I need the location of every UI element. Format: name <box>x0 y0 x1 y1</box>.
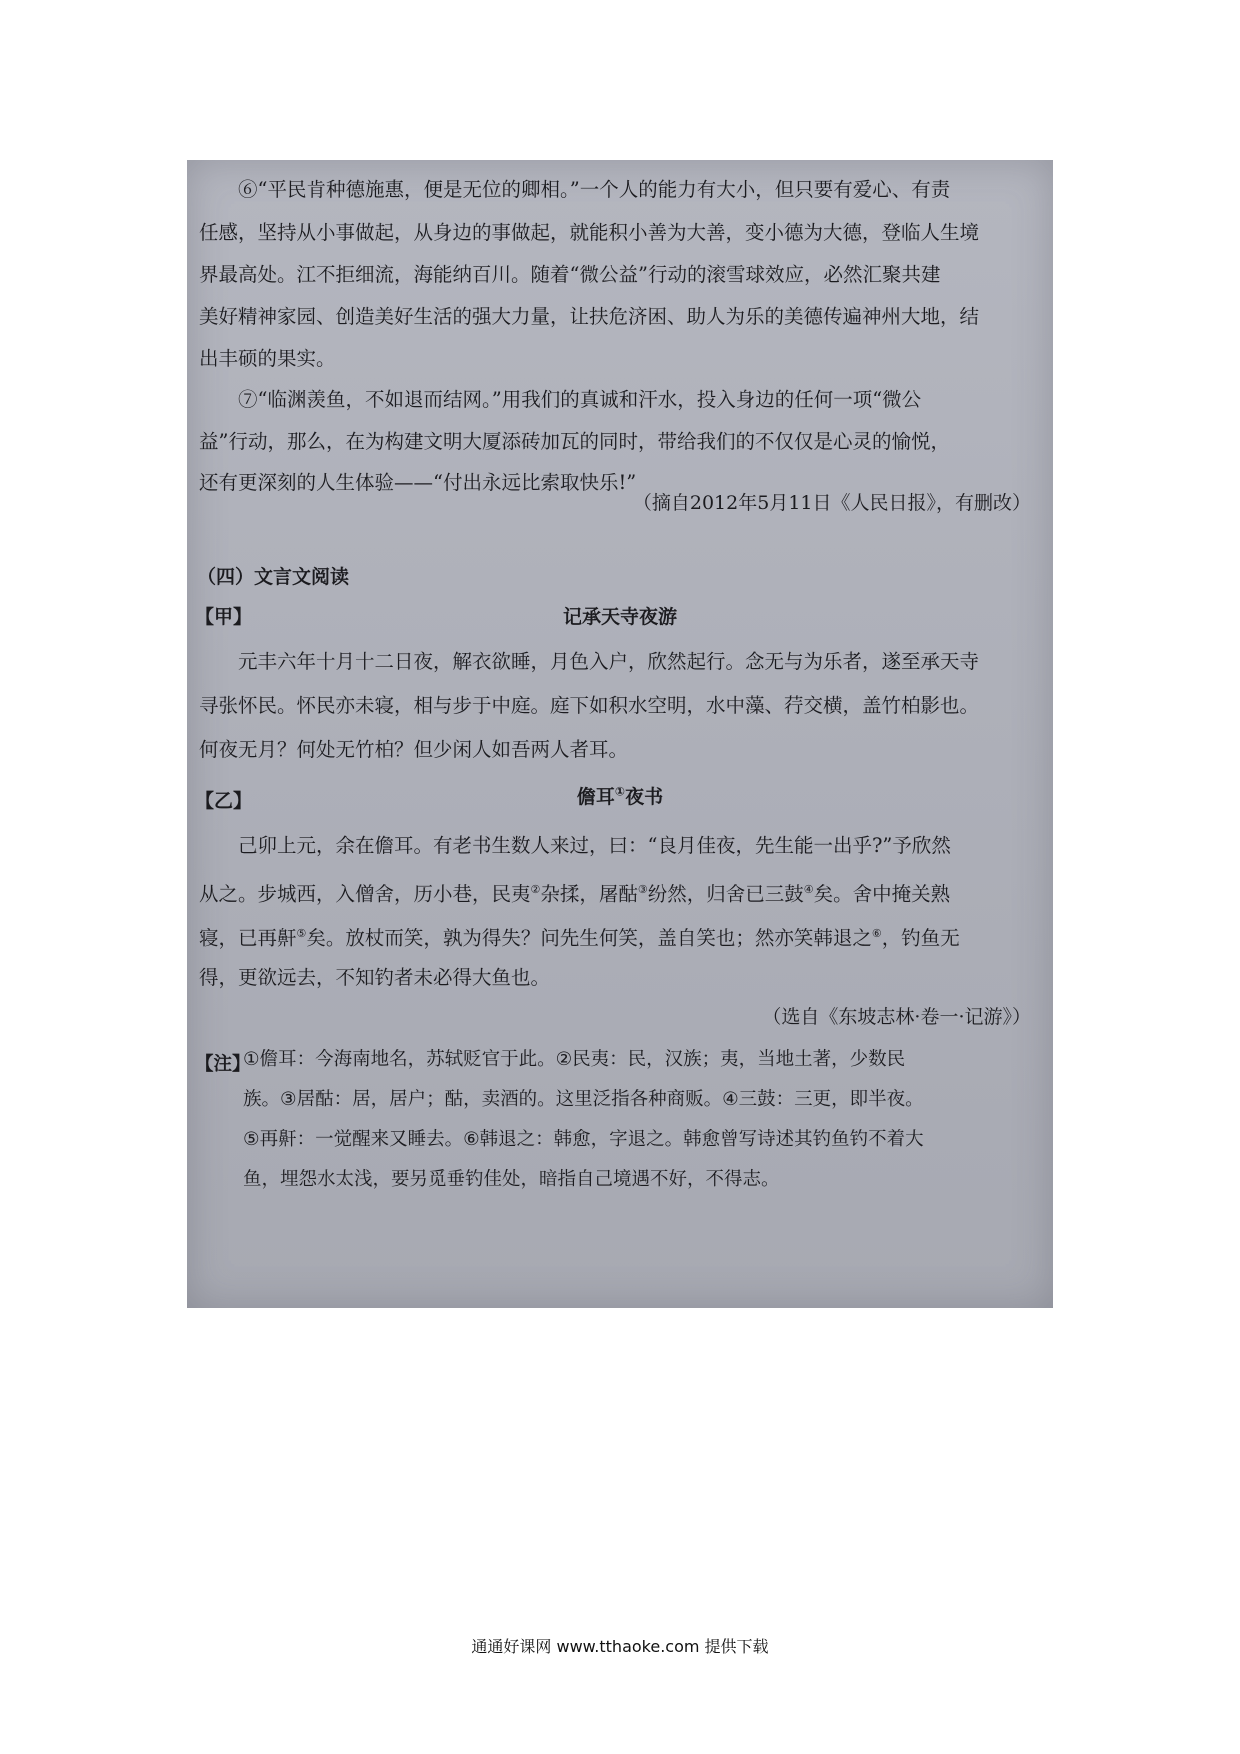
notes-line-2: 族。③居酤：居，居户；酤，卖酒的。这里泛指各种商贩。④三鼓：三更，即半夜。 <box>243 1089 924 1110</box>
text-yi-line-2-part1: 从之。步城西，入僧舍，历小巷，民夷 <box>199 882 531 906</box>
article-source: （摘自2012年5月11日《人民日报》，有删改） <box>632 492 1031 514</box>
text-yi-line-3-part3: ，钓鱼无 <box>881 926 960 950</box>
paragraph-7-line-1: ⑦“临渊羡鱼，不如退而结网。”用我们的真诚和汗水，投入身边的任何一项“微公 <box>238 388 922 411</box>
text-jia-line-1: 元丰六年十月十二日夜，解衣欲睡，月色入户，欣然起行。念无与为乐者，遂至承天寺 <box>238 650 980 673</box>
text-yi-line-2-part4: 矣。舍中掩关熟 <box>813 882 951 906</box>
text-yi-line-2 <box>199 872 1041 912</box>
text-yi-source: （选自《东坡志林·卷一·记游》） <box>762 1006 1031 1028</box>
text-yi-line-2-part2: 杂揉，屠酤 <box>540 882 638 906</box>
text-yi-line-3-part2: 矣。放杖而笑，孰为得失？问先生何笑，盖自笑也；然亦笑韩退之 <box>306 926 872 950</box>
text-jia-title: 记承天寺夜游 <box>562 606 677 628</box>
paragraph-6-line-5: 出丰硕的果实。 <box>199 347 336 370</box>
paragraph-6-line-1: ⑥“平民肯种德施惠，便是无位的卿相。”一个人的能力有大小，但只要有爱心、有责 <box>238 178 951 201</box>
text-yi-title-part2: 夜书 <box>625 786 664 808</box>
text-yi-title <box>187 782 1053 809</box>
footnote-ref-6: ⑥ <box>871 927 882 940</box>
paragraph-6-line-2: 任感，坚持从小事做起，从身边的事做起，就能积小善为大善，变小德为大德，登临人生境 <box>199 221 980 244</box>
text-yi-line-4: 得，更欲远去，不知钓者未必得大鱼也。 <box>199 966 551 989</box>
paragraph-7-line-3: 还有更深刻的人生体验——“付出永远比索取快乐!” <box>199 471 637 494</box>
text-yi-line-1: 己卯上元，余在儋耳。有老书生数人来过，曰：“良月佳夜，先生能一出乎?”予欣然 <box>238 834 951 857</box>
footnote-ref-5: ⑤ <box>296 927 307 940</box>
footnote-ref-4: ④ <box>803 883 814 896</box>
paragraph-7-line-2: 益”行动，那么，在为构建文明大厦添砖加瓦的同时，带给我们的不仅仅是心灵的愉悦， <box>199 430 950 453</box>
paragraph-6-line-4: 美好精神家园、创造美好生活的强大力量，让扶危济困、助人为乐的美德传遍神州大地，结 <box>199 305 980 328</box>
notes-line-4: 鱼，埋怨水太浅，要另觅垂钓佳处，暗指自己境遇不好，不得志。 <box>243 1169 780 1190</box>
notes-line-1: ①儋耳：今海南地名，苏轼贬官于此。②民夷：民，汉族；夷，当地土著，少数民 <box>243 1049 906 1070</box>
notes-line-3: ⑤再鼾：一觉醒来又睡去。⑥韩退之：韩愈，字退之。韩愈曾写诗述其钓鱼钓不着大 <box>243 1129 924 1150</box>
text-jia-line-3: 何夜无月？何处无竹柏？但少闲人如吾两人者耳。 <box>199 738 629 761</box>
footnote-ref-2: ② <box>530 883 541 896</box>
section-heading: （四）文言文阅读 <box>197 566 350 588</box>
text-yi-line-3-part1: 寝，已再鼾 <box>199 926 297 950</box>
text-yi-title-part1: 儋耳 <box>576 786 615 808</box>
footnote-ref-1: ① <box>614 784 626 799</box>
text-jia-line-2: 寻张怀民。怀民亦未寝，相与步于中庭。庭下如积水空明，水中藻、荇交横，盖竹柏影也。 <box>199 694 980 717</box>
footnote-ref-3: ③ <box>637 883 648 896</box>
page-footer: 通通好课网 www.tthaoke.com 提供下载 <box>471 1637 769 1656</box>
paragraph-6-line-3: 界最高处。江不拒细流，海能纳百川。随着“微公益”行动的滚雪球效应，必然汇聚共建 <box>199 263 941 286</box>
scanned-page-photo <box>187 160 1053 1308</box>
text-yi-tag: 【乙】 <box>195 790 253 812</box>
text-yi-line-3 <box>199 916 1041 956</box>
text-jia-tag: 【甲】 <box>195 606 253 628</box>
notes-tag: 【注】 <box>195 1054 251 1075</box>
text-yi-line-2-part3: 纷然，归舍已三鼓 <box>647 882 804 906</box>
